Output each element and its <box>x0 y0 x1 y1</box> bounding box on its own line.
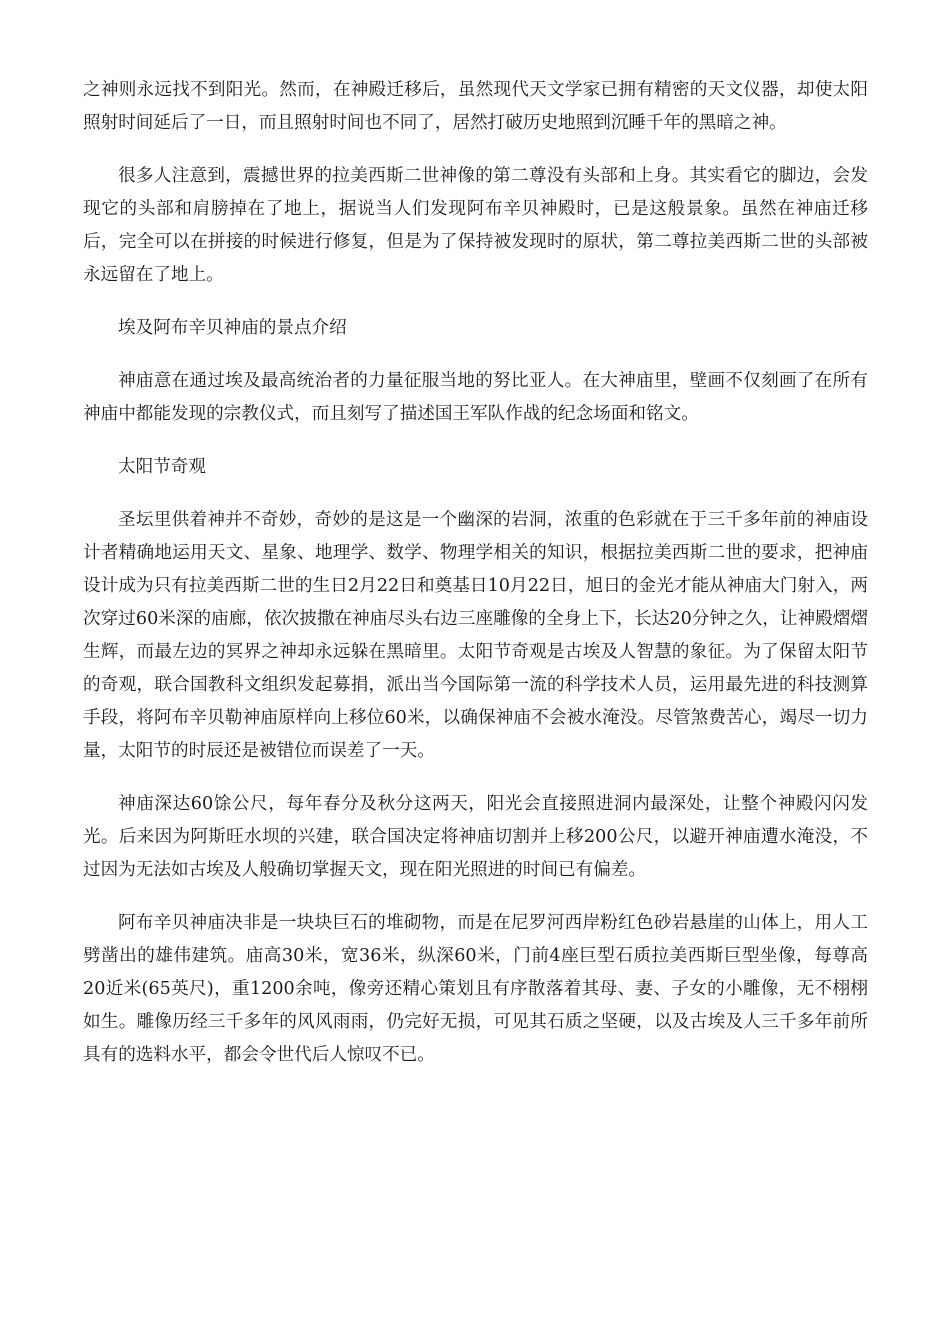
section-heading-attraction-intro: 埃及阿布辛贝神庙的景点介绍 <box>118 318 347 338</box>
paragraph-ramesses-statue: 很多人注意到，震撼世界的拉美西斯二世神像的第二尊没有头部和上身。其实看它的脚边，会发现它的头部和肩膀掉在了地上，据说当人们发现阿布辛贝神殿时，已是这般景象。虽然在神庙迁移后，完全可以在拼接的时候进行修复，但是为了保持被发现时的原状，第二尊拉美西斯二世的头部被永远留在了地上。 <box>83 166 868 285</box>
paragraph-continuation: 之神则永远找不到阳光。然而，在神殿迁移后，虽然现代天文学家已拥有精密的天文仪器，却使太阳照射时间延后了一日，而且照射时间也不同了，居然打破历史地照到沉睡千年的黑暗之神。 <box>83 80 868 133</box>
paragraph-temple-depth: 神庙深达60馀公尺，每年春分及秋分这两天，阳光会直接照进洞内最深处，让整个神殿闪闪发光。后来因为阿斯旺水坝的兴建，联合国决定将神庙切割并上移200公尺，以避开神庙遭水淹没，不过因为无法如古埃及人般确切掌握天文，现在阳光照进的时间已有偏差。 <box>83 794 868 880</box>
paragraph-sun-festival: 圣坛里供着神并不奇妙，奇妙的是这是一个幽深的岩洞，浓重的色彩就在于三千多年前的神庙设计者精确地运用天文、星象、地理学、数学、物理学相关的知识，根据拉美西斯二世的要求，把神庙设计成为只有拉美西斯二世的生日2月22日和奠基日10月22日，旭日的金光才能从神庙大门射入，两次穿过60米深的庙廊，依次披撒在神庙尽头右边三座雕像的全身上下，长达20分钟之久，让神殿熠熠生辉，而最左边的冥界之神却永远躲在黑暗里。太阳节奇观是古埃及人智慧的象征。为了保留太阳节的奇观，联合国教科文组织发起募捐，派出当今国际第一流的科学技术人员，运用最先进的科技测算手段，将阿布辛贝勒神庙原样向上移位60米，以确保神庙不会被水淹没。尽管煞费苦心，竭尽一切力量，太阳节的时辰还是被错位而误差了一天。 <box>83 510 868 761</box>
document-body <box>83 74 868 1092</box>
paragraph-temple-purpose: 神庙意在通过埃及最高统治者的力量征服当地的努比亚人。在大神庙里，壁画不仅刻画了在所有神庙中都能发现的宗教仪式，而且刻写了描述国王军队作战的纪念场面和铭文。 <box>83 371 868 424</box>
section-heading-sun-festival: 太阳节奇观 <box>118 457 206 477</box>
paragraph-temple-construction: 阿布辛贝神庙决非是一块块巨石的堆砌物，而是在尼罗河西岸粉红色砂岩悬崖的山体上，用人工劈凿出的雄伟建筑。庙高30米，宽36米，纵深60米，门前4座巨型石质拉美西斯巨型坐像，每尊高20近米(65英尺)，重1200余吨，像旁还精心策划且有序散落着其母、妻、子女的小雕像，无不栩栩如生。雕像历经三千多年的风风雨雨，仍完好无损，可见其石质之坚硬，以及古埃及人三千多年前所具有的选料水平，都会令世代后人惊叹不已。 <box>83 913 868 1065</box>
